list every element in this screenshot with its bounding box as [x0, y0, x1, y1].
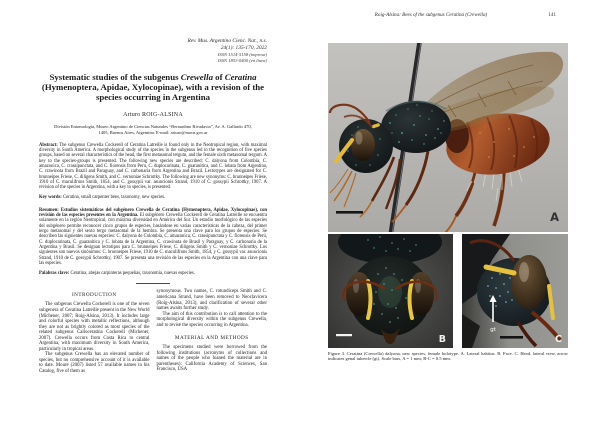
- keywords-text: Ceratina, small carpenter bees, taxonomy, new species.: [63, 195, 166, 201]
- journal-reference: [39, 38, 267, 64]
- keywords: [39, 195, 267, 200]
- intro-paragraph: The subgenus Crewella Cockerell is one of the seven subgenera of Ceratina Latreille present in the New World (Michener, 2007; Roig-Alsina, 2013). It includes large and colorful species with metallic reflections, although they are not as brightly colored as most species of the related subgenus Calloceratina Cockerell (Michener, 2007). Crewella occurs from Costa Rica to central Argentina, with maximum diversity in South America, particularly in tropical areas.: [39, 302, 150, 352]
- title-text: Systematic studies of the subgenus: [49, 72, 181, 83]
- title-genus-italic: Ceratina: [224, 72, 257, 83]
- keywords-label: Key words:: [39, 195, 62, 201]
- two-column-body: [39, 289, 267, 374]
- figure-caption: Figure 3. Ceratina (Crewella) dalyona, new species, female holotype. A. Lateral habitus. B. Face. C. Head, lateral view, arrow indicates genal tubercle (gt). Scale bars, A = 1 mm; B-C = 0.5 mm.: [328, 351, 568, 362]
- palabras-label: Palabras clave:: [39, 271, 70, 277]
- resumen: [39, 208, 267, 267]
- journal-name: Rev. Mus. Argentino Cienc. Nat., n.s.: [187, 38, 267, 44]
- panel-label-a: A: [550, 210, 559, 224]
- resumen-text: El subgénero Crewella Cockerell de Ceratina Latreille se encuentra solamente en la región Neotropical, con máxima diversidad en América del Sur. Un estudio morfológico de las especies del subgénero permite reconocer cinco grupos de especies, basándose en varias características de la cabeza, del primer tergo metasomal y del sexto tergo metasomal de la hembra. Se presenta una clave para los grupos de especies. Se describen las siguientes nuevas especies: C. dalyona de Colombia, C. amazonica, C. crassipunctata y C. fiorensis de Perú, C. duplocarinata, C. guaranitica y C. lobata de la Argentina, C. crawinota de Brasil y Paraguay, y C. carbonaria de la Argentina y Brasil. Se designan lectotipos para C. brunneipes Friese, C. diligens Smith y C. vernoniae Schrottky. Los siguientes son nuevos sinónimos: C. brunneipes Friese, 1910 de C. maculifrons Smith, 1854, y C. gossypii var. asuncionis Strand, 1910 de C. gossypii Schrottky, 1907. Se presenta una revisión de las especies en la Argentina con una clave para las especies.: [39, 213, 267, 267]
- title-genus-italic: Crewella: [180, 72, 213, 83]
- title-text: of: [212, 72, 225, 83]
- resumen-label: Resumen:: [39, 207, 59, 213]
- abstract-label: Abstract:: [39, 142, 58, 148]
- bee-eye: [511, 255, 547, 309]
- title-text: (Hymenoptera, Apidae, Xylocopinae), with a revision of the: [41, 82, 265, 93]
- figure-page: [328, 12, 568, 422]
- issn-print: ISSN 1514-5158 (impresa): [217, 52, 267, 57]
- genal-tubercle-label: gt: [490, 327, 496, 333]
- affiliation: [39, 124, 267, 136]
- column-right: [157, 289, 268, 374]
- title-text: species occurring in Argentina: [95, 92, 211, 102]
- bee-eye: [351, 129, 375, 161]
- intro-paragraph: The aim of this contribution is to call attention to the morphological diversity within the subgenus Crewella, and to revise the species occurring in Argentina.: [156, 311, 267, 328]
- figure-panel-c-head-lateral: [462, 234, 568, 348]
- scale-bar: [336, 211, 363, 214]
- abstract-text: The subgenus Crewella Cockerell of Ceratina Latreille is found only in the Neotropical region, with maximal diversity in South America. A morphological study of the species in the subgenus led to the recognition of five species groups, based on several characteristics of the head, the first metasomal tergum, and the female sixth metasomal tergum. A key to the species-groups is presented. The following new species are described: C. dalyona from Colombia, C. amazonica, C. crassipunctata, and C. fiorensis from Peru, C. duplocarinata, C. guaranitica, and C. lobata from Argentina, C. crawinota from Brazil and Paraguay, and C. carbonaria from Argentina and Brazil. Lectotypes are designated for C. brunneipes Friese, C. diligens Smith, and C. vernoniae Schrottky. The following are new synonyms: C. brunneipes Friese, 1910 of C. maculifrons Smith, 1854, and C. gossypii var. asuncionis Strand, 1910 of C. gossypii Schrottky, 1907. A revision of the species in Argentina, with a key to species, is presented.: [39, 142, 267, 191]
- figure-panel-b-face: [328, 234, 453, 348]
- author-name: Arturo ROIG-ALSINA: [123, 111, 183, 118]
- intro-paragraph: synonymous. Two names, C. rotundiceps Smith and C. americana Strand, have been removed to Neoclavicera (Roig-Alsina, 2013), and clarification of several other names awaits further study.: [156, 289, 267, 312]
- scale-bar: [336, 334, 352, 336]
- journal-volume-pages: 24(1): 135-170, 2022: [220, 45, 267, 51]
- affiliation-line: 1405, Buenos Aires, Argentina. E-mail: arturo@macn.gov.ar: [98, 129, 208, 135]
- abstract: [39, 143, 267, 191]
- resumen-lead: Estudios sistemáticos del subgénero Crewella de Ceratina (Hymenoptera, Apidae, Xylocopinae), con revisión de las especies presentes en la Argentina.: [39, 207, 267, 219]
- palabras-text: Ceratina, abejas carpinteras pequeñas, taxonomía, nuevas especies.: [70, 271, 195, 277]
- palabras-clave: [39, 271, 267, 276]
- introduction-heading: INTRODUCTION: [71, 292, 117, 299]
- running-head: [328, 12, 534, 18]
- running-head-text: Roig-Alsina: Bees of the subgenus Ceratina (Crewella): [374, 12, 488, 18]
- panel-label-b: B: [438, 334, 446, 345]
- intro-paragraph: The subgenus Crewella has an elevated number of species, but no comprehensive account of it is available to date. Moure (2007) listed 57 available names in his Catalog, five of them as: [39, 352, 150, 375]
- article-title: [39, 73, 267, 102]
- methods-paragraph: The specimens studied were borrowed from the following institutions (acronyms of collections and names of the people who loaned the material are in parentheses): California Academy of Sciences, San Francisco, USA: [156, 345, 267, 373]
- title-page: [39, 38, 267, 375]
- section-divider: [136, 283, 170, 284]
- figure-panel-a-lateral-habitus: [328, 43, 568, 232]
- scale-bar: [500, 336, 523, 339]
- panel-label-c: C: [555, 334, 562, 345]
- column-left: [39, 289, 150, 374]
- page-number: 141: [548, 12, 556, 18]
- methods-heading: MATERIAL AND METHODS: [174, 335, 249, 342]
- issn-online: ISSN 1853-0400 (en línea): [217, 58, 267, 64]
- affiliation-line: División Entomología, Museo Argentino de Ciencias Naturales “Bernardino Rivadavia”, Av. A. Gallardo 470,: [54, 123, 252, 129]
